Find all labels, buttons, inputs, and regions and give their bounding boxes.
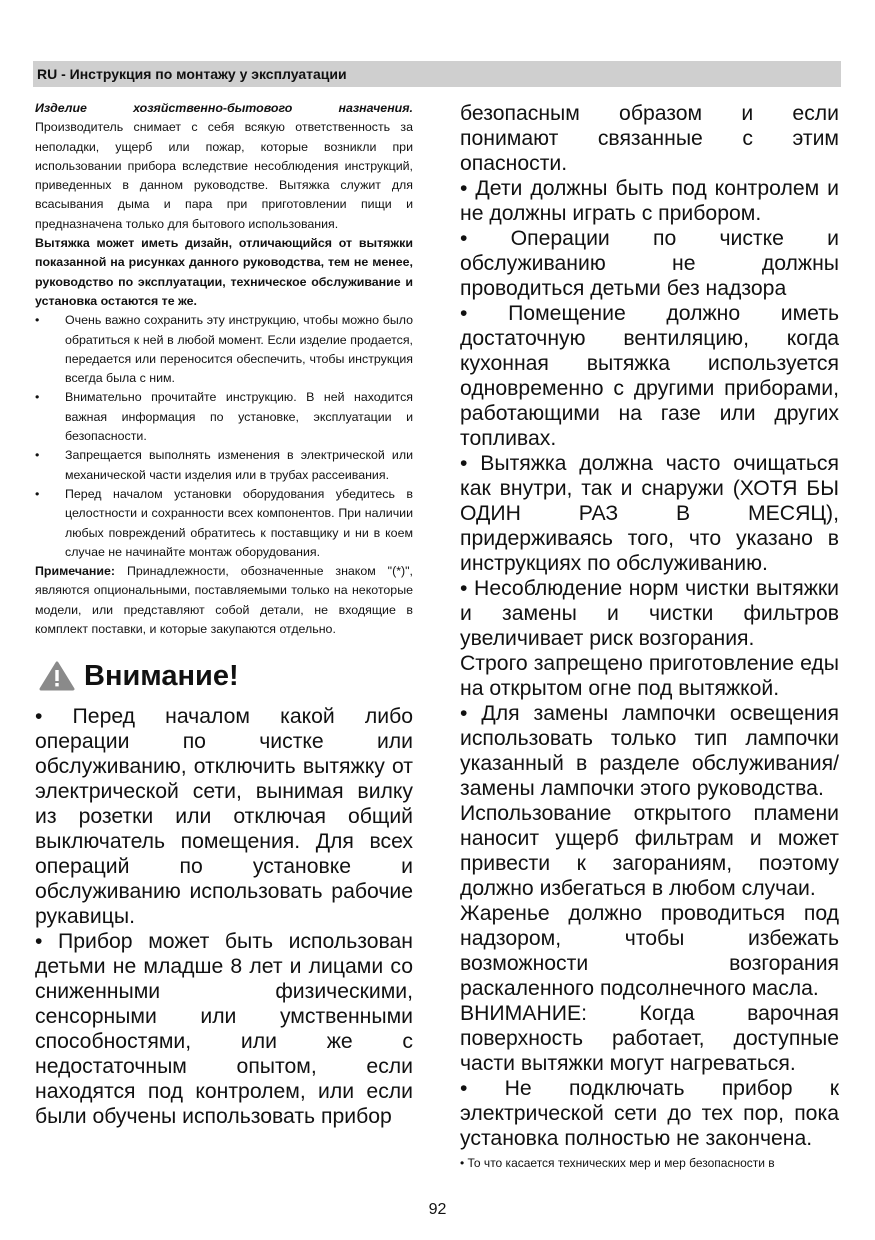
warning-title: Внимание! [84, 660, 239, 693]
body-paragraph: Жаренье должно проводиться под надзором, чтобы избежать возможности возгорания раскаленного подсолнечного масла. [460, 902, 839, 1000]
list-item: • Внимательно прочитайте инструкцию. В ней находится важная информация по установке, эксплуатации и безопасности. [35, 390, 413, 444]
left-column [35, 99, 413, 1129]
note-label: Примечание: [35, 564, 116, 579]
body-paragraph: • Вытяжка должна часто очищаться как внутри, так и снаружи (ХОТЯ БЫ ОДИН РАЗ В МЕСЯЦ), придерживаясь того, что указано в инструкциях по обслуживанию. [460, 452, 839, 575]
intro-paragraph [35, 99, 413, 234]
warning-paragraph: • Перед началом какой либо операции по чистке или обслуживанию, отключить вытяжку от электрической сети, вынимая вилку из розетки или отключая общий выключатель помещения. Для всех операций по установке и обслуживанию использовать рабочие рукавицы. [35, 705, 413, 929]
body-paragraph: • Несоблюдение норм чистки вытяжки и замены и чистки фильтров увеличивает риск возгорания. [460, 577, 839, 650]
design-note: Вытяжка может иметь дизайн, отличающийся от вытяжки показанной на рисунках данного руководства, тем не менее, руководство по эксплуатации, техническое обслуживание и установка остаются те же. [35, 236, 413, 308]
intro-heading: Изделие хозяйственно-бытового назначения. [35, 101, 413, 115]
right-column [460, 101, 839, 1173]
body-paragraph: • Дети должны быть под контролем и не должны играть с прибором. [460, 177, 839, 225]
list-item: • Запрещается выполнять изменения в электрической или механической части изделия или в трубах рассеивания. [35, 448, 413, 482]
body-paragraph: • Не подключать прибор к электрической сети до тех пор, пока установка полностью не закончена. [460, 1077, 839, 1150]
page-title: RU - Инструкция по монтажу у эксплуатации [37, 66, 347, 82]
body-paragraph: ВНИМАНИЕ: Когда варочная поверхность работает, доступные части вытяжки могут нагреваться. [460, 1002, 839, 1075]
note-paragraph [35, 562, 413, 639]
body-paragraph: • Помещение должно иметь достаточную вентиляцию, когда кухонная вытяжка используется одновременно с другими приборами, работающими на газе или других топливах. [460, 302, 839, 450]
list-item: • Перед началом установки оборудования убедитесь в целостности и сохранности всех компонентов. При наличии любых повреждений обратитесь к поставщику и ни в коем случае не начинайте монтаж оборудования. [35, 486, 413, 559]
body-paragraph: • Для замены лампочки освещения использовать только тип лампочки указанный в разделе обслуживания/замены лампочки этого руководства. [460, 702, 839, 800]
note-text: Принадлежности, обозначенные знаком "(*)", являются опциональными, поставляемыми только на некоторые модели, или представляют собой детали, не входящие в комплект поставки, и которые закупаются отдельно. [35, 564, 413, 637]
warning-heading [35, 656, 413, 696]
header-bar [33, 61, 841, 87]
body-paragraph: • Операции по чистке и обслуживанию не должны проводиться детьми без надзора [460, 227, 839, 300]
intro-text: Производитель снимает с себя всякую ответственность за неполадки, ущерб или пожар, которые возникли при использовании прибора вследствие несоблюдения инструкций, приведенных в данном руководстве. Вытяжка служит для всасывания дыма и пара при приготовлении пищи и предназначена только для бытового использования. [35, 120, 413, 231]
list-item: • Очень важно сохранить эту инструкцию, чтобы можно было обратиться к ней в любой момент. Если изделие продается, передается или переносится обеспечить, чтобы инструкция всегда была с ним. [35, 313, 413, 386]
body-paragraph: Строго запрещено приготовление еды на открытом огне под вытяжкой. [460, 652, 839, 700]
bullet-list [35, 311, 413, 562]
warning-paragraph: • Прибор может быть использован детьми не младше 8 лет и лицами со сниженными физическими, сенсорными или умственными способностями, или же с недостаточным опытом, если находятся под контролем, или если были обучены использовать прибор [35, 930, 413, 1129]
footnote: • То что касается технических мер и мер безопасности в [460, 1156, 775, 1170]
warning-icon [39, 661, 75, 691]
page-number: 92 [428, 1201, 447, 1218]
body-paragraph: безопасным образом и если понимают связанные с этим опасности. [460, 102, 839, 175]
body-paragraph: Использование открытого пламени наносит ущерб фильтрам и может привести к загораниям, поэтому должно избегаться в любом случаи. [460, 802, 839, 900]
